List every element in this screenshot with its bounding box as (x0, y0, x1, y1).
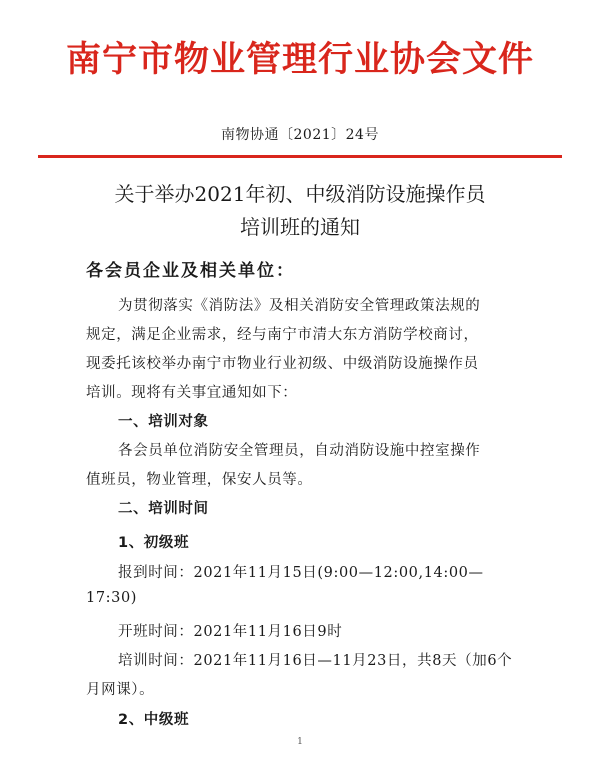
document-number: 南物协通〔2021〕24号 (221, 127, 379, 143)
salutation: 各会员企业及相关单位： (86, 261, 295, 281)
notice-title-line-1: 关于举办2021年初、中级消防设施操作员 (114, 182, 486, 206)
intro-line-3: 现委托该校举办南宁市物业行业初级、中级消防设施操作员 (86, 356, 479, 372)
targets-line-2: 值班员，物业管理，保安人员等。 (86, 472, 313, 488)
junior-register-line-2: 17:30) (86, 590, 138, 606)
red-divider-line (38, 155, 562, 158)
intro-line-1: 为贯彻落实《消防法》及相关消防安全管理政策法规的 (118, 298, 481, 314)
junior-register-line-1: 报到时间：2021年11月15日(9:00—12:00,14:00— (118, 565, 484, 581)
junior-opening-time: 开班时间：2021年11月16日9时 (118, 624, 343, 640)
notice-title-line-2: 培训班的通知 (240, 215, 360, 239)
subheading-junior-class: 1、初级班 (118, 535, 190, 551)
page-number: 1 (297, 737, 303, 747)
section-heading-time: 二、培训时间 (118, 501, 209, 517)
junior-training-line-1: 培训时间：2021年11月16日—11月23日，共8天（加6个 (118, 653, 513, 669)
subheading-intermediate-class: 2、中级班 (118, 712, 190, 728)
intro-line-2: 规定，满足企业需求，经与南宁市清大东方消防学校商讨， (86, 327, 479, 343)
junior-training-line-2: 月网课）。 (86, 682, 155, 698)
targets-line-1: 各会员单位消防安全管理员，自动消防设施中控室操作 (118, 443, 481, 459)
org-header-title: 南宁市物业管理行业协会文件 (65, 39, 534, 80)
section-heading-targets: 一、培训对象 (118, 414, 209, 430)
intro-line-4: 培训。现将有关事宜通知如下： (86, 385, 298, 401)
